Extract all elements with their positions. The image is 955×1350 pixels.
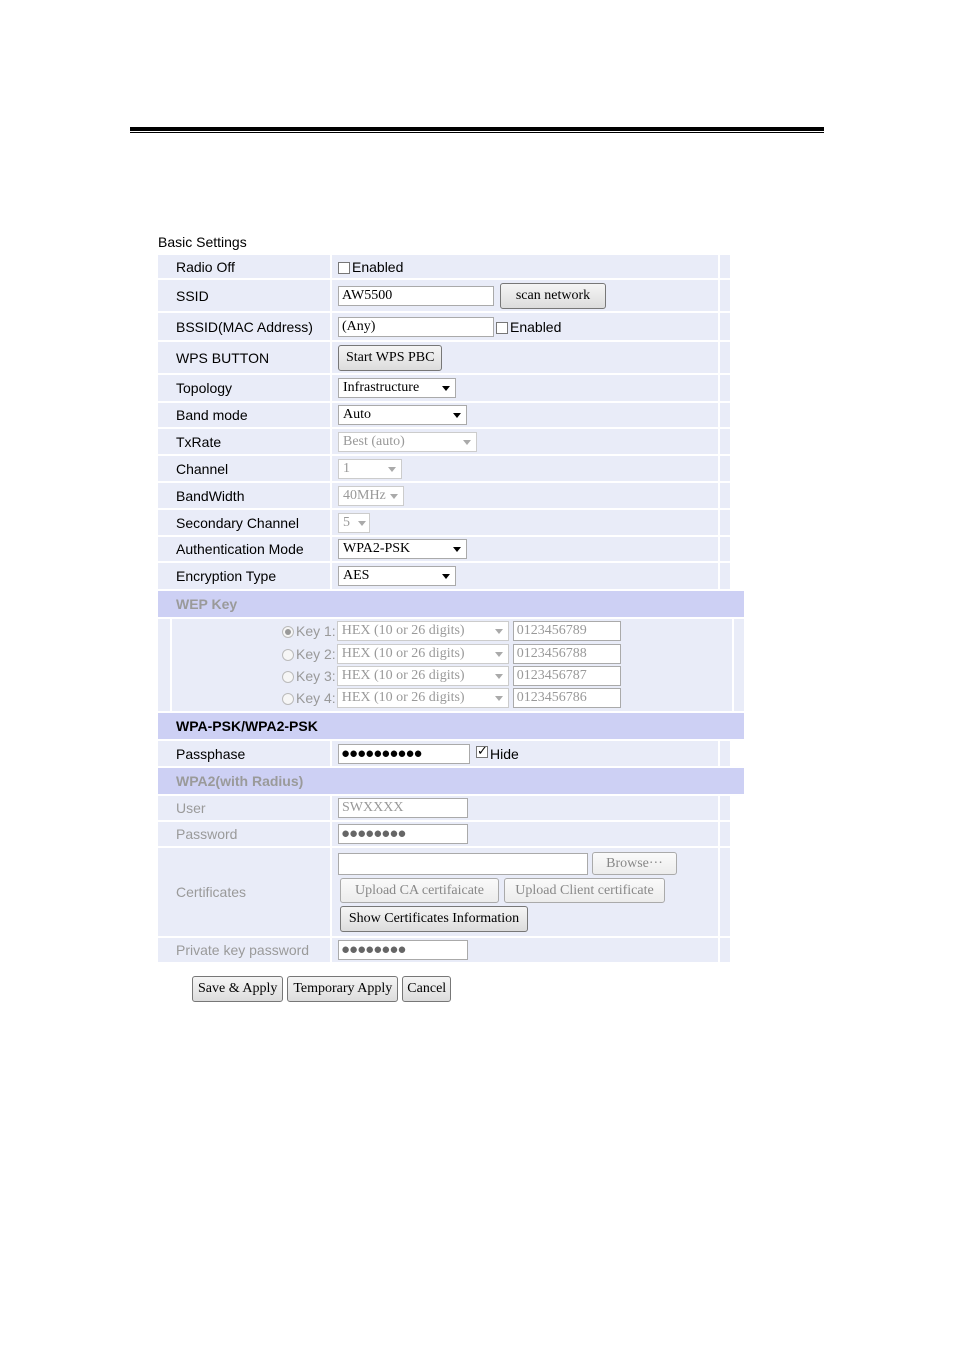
wep-key-1-radio[interactable] <box>282 626 294 638</box>
wep-key-row-2 <box>282 643 621 664</box>
row-band-mode <box>158 403 744 427</box>
wep-key-3-format-select[interactable] <box>337 666 509 686</box>
wep-keys-block <box>158 619 744 711</box>
section-title: Basic Settings <box>158 234 247 250</box>
bssid-value <box>332 313 718 340</box>
channel-value <box>332 456 718 481</box>
txrate-select[interactable] <box>338 432 477 452</box>
topology-select[interactable] <box>338 378 456 398</box>
wpa2-radius-header: WPA2(with Radius) <box>158 768 744 794</box>
user-input[interactable]: SWXXXX <box>338 798 468 818</box>
footer-buttons <box>192 976 451 1002</box>
radio-off-checkbox-label: Enabled <box>352 258 404 275</box>
encryption-label: Encryption Type <box>158 563 330 589</box>
channel-selected-value: 1 <box>343 460 350 476</box>
hide-label: Hide <box>490 745 519 762</box>
wep-key-row-4 <box>282 687 621 708</box>
save-apply-button[interactable]: Save & Apply <box>192 976 283 1002</box>
topology-label: Topology <box>158 375 330 401</box>
wpa-psk-header: WPA-PSK/WPA2-PSK <box>158 713 744 739</box>
wep-key-row-3 <box>282 665 621 686</box>
certificates-label: Certificates <box>158 848 330 936</box>
certificate-file-input[interactable] <box>338 853 588 875</box>
row-txrate <box>158 429 744 454</box>
topology-value <box>332 375 718 401</box>
bssid-label: BSSID(MAC Address) <box>158 313 330 340</box>
row-radio-off <box>158 255 744 278</box>
ssid-value <box>332 280 718 311</box>
wep-key-4-label: Key 4: <box>296 689 336 706</box>
ssid-label: SSID <box>158 280 330 311</box>
row-topology <box>158 375 744 401</box>
row-bssid <box>158 313 744 340</box>
chevron-down-icon <box>495 674 503 679</box>
passphase-value <box>332 741 718 766</box>
radio-off-checkbox[interactable] <box>338 262 350 274</box>
wep-key-2-radio[interactable] <box>282 649 294 661</box>
auth-mode-value <box>332 537 718 561</box>
row-password <box>158 822 744 846</box>
bssid-enabled-label: Enabled <box>510 318 562 335</box>
wep-key-3-label: Key 3: <box>296 667 336 684</box>
wep-key-4-format: HEX (10 or 26 digits) <box>341 689 465 705</box>
wep-keys-area <box>172 619 732 711</box>
auth-mode-select[interactable] <box>338 539 467 559</box>
passphase-input[interactable] <box>338 744 470 764</box>
wps-value <box>332 342 718 373</box>
wep-key-2-format-select[interactable] <box>337 644 509 664</box>
wep-key-row-1 <box>282 620 621 641</box>
row-auth-mode <box>158 537 744 561</box>
password-value <box>332 822 718 846</box>
secondary-channel-selected-value: 5 <box>343 514 350 530</box>
wep-key-3-radio[interactable] <box>282 671 294 683</box>
private-key-password-input[interactable] <box>338 940 468 960</box>
chevron-down-icon <box>442 574 450 579</box>
chevron-down-icon <box>453 413 461 418</box>
upload-ca-certificate-button[interactable]: Upload CA certifaicate <box>340 878 499 903</box>
wep-key-2-format: HEX (10 or 26 digits) <box>341 645 465 661</box>
wep-key-1-input[interactable]: 0123456789 <box>513 621 621 641</box>
row-private-key-password <box>158 938 744 962</box>
auth-mode-selected-value: WPA2-PSK <box>343 541 411 556</box>
cancel-button[interactable]: Cancel <box>402 976 451 1002</box>
passphase-label: Passphase <box>158 741 330 766</box>
wep-key-header: WEP Key <box>158 591 744 617</box>
wep-key-4-format-select[interactable] <box>337 688 509 708</box>
chevron-down-icon <box>495 652 503 657</box>
radio-off-label: Radio Off <box>158 255 330 278</box>
wep-key-1-label: Key 1: <box>296 622 336 639</box>
encryption-value <box>332 563 718 589</box>
txrate-selected-value: Best (auto) <box>343 433 405 449</box>
header-rule-thick <box>130 127 824 131</box>
wep-key-2-input[interactable]: 0123456788 <box>513 644 621 664</box>
topology-selected-value: Infrastructure <box>343 380 420 395</box>
wep-key-3-input[interactable]: 0123456787 <box>513 666 621 686</box>
browse-button[interactable]: Browse··· <box>592 852 677 875</box>
chevron-down-icon <box>358 521 366 526</box>
bandwidth-label: BandWidth <box>158 483 330 508</box>
password-label: Password <box>158 822 330 846</box>
row-passphase <box>158 741 744 766</box>
radio-off-value <box>332 255 718 278</box>
encryption-select[interactable] <box>338 566 456 586</box>
row-secondary-channel <box>158 510 744 535</box>
private-key-password-label: Private key password <box>158 938 330 962</box>
row-bandwidth <box>158 483 744 508</box>
auth-mode-label: Authentication Mode <box>158 537 330 561</box>
user-value <box>332 796 718 820</box>
wps-label: WPS BUTTON <box>158 342 330 373</box>
user-label: User <box>158 796 330 820</box>
txrate-label: TxRate <box>158 429 330 454</box>
chevron-down-icon <box>495 696 503 701</box>
secondary-channel-select[interactable] <box>338 513 370 533</box>
row-certificates <box>158 848 744 936</box>
wep-key-4-radio[interactable] <box>282 693 294 705</box>
wep-key-1-format: HEX (10 or 26 digits) <box>341 622 465 638</box>
row-channel <box>158 456 744 481</box>
wep-key-1-format-select[interactable] <box>337 621 509 641</box>
certificates-value <box>332 848 718 936</box>
temporary-apply-button[interactable]: Temporary Apply <box>287 976 398 1002</box>
chevron-down-icon <box>453 547 461 552</box>
chevron-down-icon <box>388 467 396 472</box>
secondary-channel-value <box>332 510 718 535</box>
row-wps <box>158 342 744 373</box>
row-user <box>158 796 744 820</box>
secondary-channel-label: Secondary Channel <box>158 510 330 535</box>
wep-key-3-format: HEX (10 or 26 digits) <box>341 667 465 683</box>
bandwidth-value <box>332 483 718 508</box>
band-mode-selected-value: Auto <box>343 407 371 422</box>
chevron-down-icon <box>442 386 450 391</box>
upload-client-certificate-button[interactable]: Upload Client certificate <box>504 878 665 903</box>
bssid-input[interactable]: (Any) <box>338 317 494 337</box>
row-ssid <box>158 280 744 311</box>
wep-key-4-input[interactable]: 0123456786 <box>513 688 621 708</box>
ssid-input[interactable]: AW5500 <box>338 286 494 306</box>
chevron-down-icon <box>463 440 471 445</box>
hide-checkbox[interactable] <box>476 746 488 758</box>
channel-label: Channel <box>158 456 330 481</box>
band-mode-select[interactable] <box>338 405 467 425</box>
band-mode-value <box>332 403 718 427</box>
private-key-password-value <box>332 938 718 962</box>
bandwidth-select[interactable] <box>338 486 404 506</box>
private-key-password-mask: ●●●●●●●● <box>341 942 406 958</box>
chevron-down-icon <box>390 494 398 499</box>
txrate-value <box>332 429 718 454</box>
header-rule-thin <box>130 132 824 133</box>
show-certificates-info-button[interactable]: Show Certificates Information <box>340 906 528 932</box>
wep-key-2-label: Key 2: <box>296 645 336 662</box>
encryption-selected-value: AES <box>343 568 370 583</box>
band-mode-label: Band mode <box>158 403 330 427</box>
bandwidth-selected-value: 40MHz <box>343 487 386 503</box>
row-encryption <box>158 563 744 589</box>
password-mask: ●●●●●●●● <box>341 826 406 842</box>
chevron-down-icon <box>495 629 503 634</box>
bssid-enabled-checkbox[interactable] <box>496 322 508 334</box>
start-wps-pbc-button[interactable]: Start WPS PBC <box>338 345 442 371</box>
scan-network-button[interactable]: scan network <box>500 283 606 309</box>
channel-select[interactable] <box>338 459 402 479</box>
passphase-mask: ●●●●●●●●●● <box>341 745 422 762</box>
password-input[interactable] <box>338 824 468 844</box>
